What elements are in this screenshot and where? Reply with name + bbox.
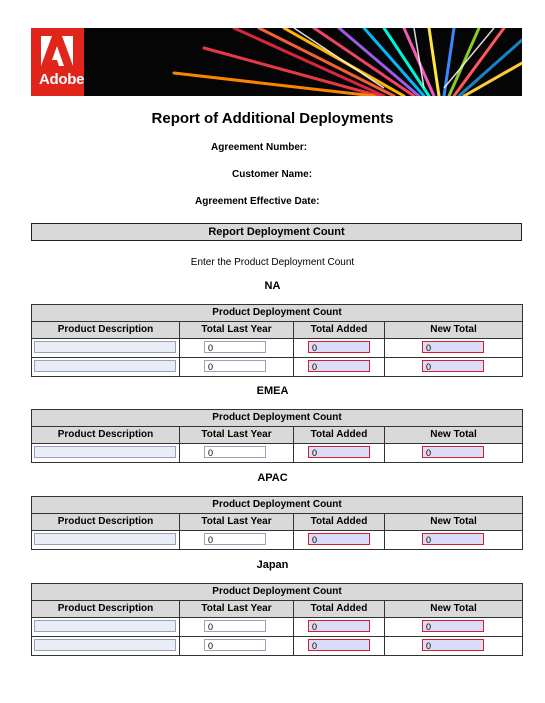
- table-row: [32, 339, 523, 358]
- column-header-last-year: Total Last Year: [180, 427, 294, 444]
- product-description-field[interactable]: [34, 620, 176, 632]
- customer-name-label: Customer Name:: [232, 169, 313, 180]
- column-header-last-year: Total Last Year: [180, 601, 294, 618]
- new-total-field[interactable]: 0: [422, 341, 484, 353]
- emea-deployment-table: [31, 409, 523, 463]
- product-description-field[interactable]: [34, 341, 176, 353]
- column-header-new-total: New Total: [385, 601, 523, 618]
- region-title-japan: Japan: [256, 559, 289, 571]
- column-header-description: Product Description: [32, 514, 180, 531]
- total-last-year-field[interactable]: 0: [204, 533, 266, 545]
- new-total-field[interactable]: 0: [422, 639, 484, 651]
- total-last-year-field[interactable]: 0: [204, 620, 266, 632]
- total-added-field[interactable]: 0: [308, 341, 370, 353]
- column-header-last-year: Total Last Year: [180, 514, 294, 531]
- total-added-field[interactable]: 0: [308, 360, 370, 372]
- region-title-na: NA: [264, 280, 281, 292]
- column-header-description: Product Description: [32, 427, 180, 444]
- header-banner: [31, 28, 522, 96]
- adobe-logo: [31, 28, 84, 96]
- table-caption: Product Deployment Count: [32, 305, 523, 322]
- total-added-field[interactable]: 0: [308, 639, 370, 651]
- column-header-new-total: New Total: [385, 427, 523, 444]
- total-last-year-field[interactable]: 0: [204, 341, 266, 353]
- column-header-description: Product Description: [32, 322, 180, 339]
- total-added-field[interactable]: 0: [308, 620, 370, 632]
- new-total-field[interactable]: 0: [422, 360, 484, 372]
- effective-date-label: Agreement Effective Date:: [195, 196, 320, 207]
- new-total-field[interactable]: 0: [422, 446, 484, 458]
- table-caption: Product Deployment Count: [32, 584, 523, 601]
- instruction-text: Enter the Product Deployment Count: [190, 257, 355, 268]
- column-header-added: Total Added: [294, 427, 385, 444]
- agreement-number-label: Agreement Number:: [211, 142, 308, 153]
- total-last-year-field[interactable]: 0: [204, 360, 266, 372]
- table-row: [32, 531, 523, 550]
- page-title: Report of Additional Deployments: [151, 110, 394, 127]
- product-description-field[interactable]: [34, 360, 176, 372]
- product-description-field[interactable]: [34, 639, 176, 651]
- table-caption: Product Deployment Count: [32, 410, 523, 427]
- column-header-new-total: New Total: [385, 322, 523, 339]
- table-row: [32, 618, 523, 637]
- column-header-added: Total Added: [294, 514, 385, 531]
- table-row: [32, 358, 523, 377]
- column-header-added: Total Added: [294, 601, 385, 618]
- table-row: [32, 637, 523, 656]
- total-last-year-field[interactable]: 0: [204, 639, 266, 651]
- new-total-field[interactable]: 0: [422, 620, 484, 632]
- column-header-new-total: New Total: [385, 514, 523, 531]
- region-title-emea: EMEA: [256, 385, 289, 397]
- total-added-field[interactable]: 0: [308, 446, 370, 458]
- column-header-last-year: Total Last Year: [180, 322, 294, 339]
- banner-artwork: [84, 28, 522, 96]
- total-last-year-field[interactable]: 0: [204, 446, 266, 458]
- section-heading: Report Deployment Count: [31, 223, 522, 241]
- na-deployment-table: [31, 304, 523, 377]
- adobe-wordmark: Adobe: [39, 71, 85, 88]
- region-title-apac: APAC: [257, 472, 288, 484]
- adobe-a-icon: [41, 36, 73, 66]
- product-description-field[interactable]: [34, 446, 176, 458]
- column-header-added: Total Added: [294, 322, 385, 339]
- japan-deployment-table: [31, 583, 523, 656]
- total-added-field[interactable]: 0: [308, 533, 370, 545]
- new-total-field[interactable]: 0: [422, 533, 484, 545]
- apac-deployment-table: [31, 496, 523, 550]
- table-row: [32, 444, 523, 463]
- table-caption: Product Deployment Count: [32, 497, 523, 514]
- product-description-field[interactable]: [34, 533, 176, 545]
- column-header-description: Product Description: [32, 601, 180, 618]
